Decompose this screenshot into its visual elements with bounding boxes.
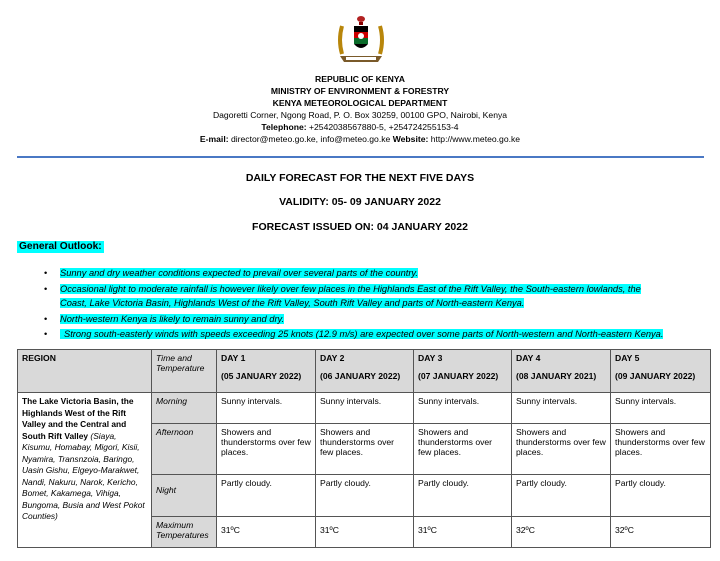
day-column-header: DAY 4 (08 JANUARY 2021)	[512, 350, 611, 393]
table-row	[18, 393, 711, 424]
temperature-cell: 32ºC	[512, 517, 611, 548]
email-value[interactable]: director@meteo.go.ke, info@meteo.go.ke	[230, 134, 391, 144]
header-divider	[17, 156, 704, 158]
time-column-header: Time and Temperature	[152, 350, 217, 393]
forecast-cell: Partly cloudy.	[611, 475, 711, 517]
forecast-cell: Sunny intervals.	[217, 393, 316, 424]
day-column-header: DAY 1 (05 JANUARY 2022)	[217, 350, 316, 393]
email-label: E-mail:	[199, 134, 229, 144]
temperature-cell: 31ºC	[414, 517, 512, 548]
table-header-row	[18, 350, 711, 393]
header-telephone-line	[0, 121, 720, 133]
website-label: Website:	[392, 134, 429, 144]
time-label-morning: Morning	[152, 393, 217, 424]
forecast-cell: Sunny intervals.	[512, 393, 611, 424]
forecast-cell: Partly cloudy.	[217, 475, 316, 517]
forecast-cell: Showers and thunderstorms over few places.	[611, 424, 711, 475]
temperature-cell: 32ºC	[611, 517, 711, 548]
day-column-header: DAY 5 (09 JANUARY 2022)	[611, 350, 711, 393]
time-label-night: Night	[152, 475, 217, 517]
forecast-table	[17, 349, 711, 548]
website-link[interactable]: http://www.meteo.go.ke	[430, 134, 521, 144]
time-label-afternoon: Afternoon	[152, 424, 217, 475]
time-label-max-temp: Maximum Temperatures	[152, 517, 217, 548]
forecast-cell: Partly cloudy.	[316, 475, 414, 517]
general-outlook-heading: General Outlook:	[19, 241, 102, 252]
header-ministry: MINISTRY OF ENVIRONMENT & FORESTRY	[270, 86, 450, 96]
outlook-bullet: • Sunny and dry weather conditions expected to prevail over several parts of the country.	[44, 268, 418, 278]
forecast-cell: Sunny intervals.	[316, 393, 414, 424]
day-column-header: DAY 3 (07 JANUARY 2022)	[414, 350, 512, 393]
forecast-cell: Sunny intervals.	[611, 393, 711, 424]
forecast-cell: Showers and thunderstorms over few places.	[316, 424, 414, 475]
forecast-cell: Showers and thunderstorms over few places.	[512, 424, 611, 475]
header-address: Dagoretti Corner, Ngong Road, P. O. Box 30259, 00100 GPO, Nairobi, Kenya	[212, 110, 508, 120]
forecast-cell: Partly cloudy.	[414, 475, 512, 517]
region-counties: (Siaya, Kisumu, Homabay, Migori, Kisii, Nyamira, Transnzoia, Baringo, Uasin Gishu, Elgeyo-Marakwet, Nandi, Nakuru, Narok, Kericho, Bomet, Kakamega, Vihiga, Bungoma, Busia and West Pokot Counties)	[22, 430, 145, 521]
forecast-cell: Showers and thunderstorms over few places.	[217, 424, 316, 475]
region-name: The Lake Victoria Basin, the Highlands West of the Rift Valley and the Central and South Rift Valley	[22, 396, 134, 441]
day-column-header: DAY 2 (06 JANUARY 2022)	[316, 350, 414, 393]
outlook-bullet-continuation: Coast, Lake Victoria Basin, Highlands West of the Rift Valley, South Rift Valley and parts of North-eastern Kenya.	[60, 298, 525, 308]
forecast-cell: Partly cloudy.	[512, 475, 611, 517]
outlook-bullet: • Strong south-easterly winds with speeds exceeding 25 knots (12.9 m/s) are expected over some parts of North-western and North-eastern Kenya.	[44, 329, 664, 339]
forecast-cell: Showers and thunderstorms over few places.	[414, 424, 512, 475]
page-title: DAILY FORECAST FOR THE NEXT FIVE DAYS	[245, 172, 475, 184]
temperature-cell: 31ºC	[316, 517, 414, 548]
header-department: KENYA METEOROLOGICAL DEPARTMENT	[272, 98, 448, 108]
header-country: REPUBLIC OF KENYA	[315, 74, 405, 84]
issued-title: FORECAST ISSUED ON: 04 JANUARY 2022	[252, 221, 468, 233]
validity-title: VALIDITY: 05- 09 JANUARY 2022	[279, 196, 441, 208]
temperature-cell: 31ºC	[217, 517, 316, 548]
outlook-bullet: • North-western Kenya is likely to remain sunny and dry.	[44, 314, 285, 324]
kenya-coat-of-arms-icon	[332, 14, 390, 64]
region-cell	[18, 393, 152, 548]
outlook-bullet: • Occasional light to moderate rainfall is however likely over few places in the Highlands East of the Rift Valley, the South-eastern lowlands, the	[44, 284, 641, 294]
telephone-value: +2542038567880-5, +254724255153-4	[309, 122, 459, 132]
forecast-cell: Sunny intervals.	[414, 393, 512, 424]
region-column-header: REGION	[18, 350, 152, 393]
telephone-label: Telephone:	[261, 122, 307, 132]
header-contact-line	[0, 133, 720, 145]
